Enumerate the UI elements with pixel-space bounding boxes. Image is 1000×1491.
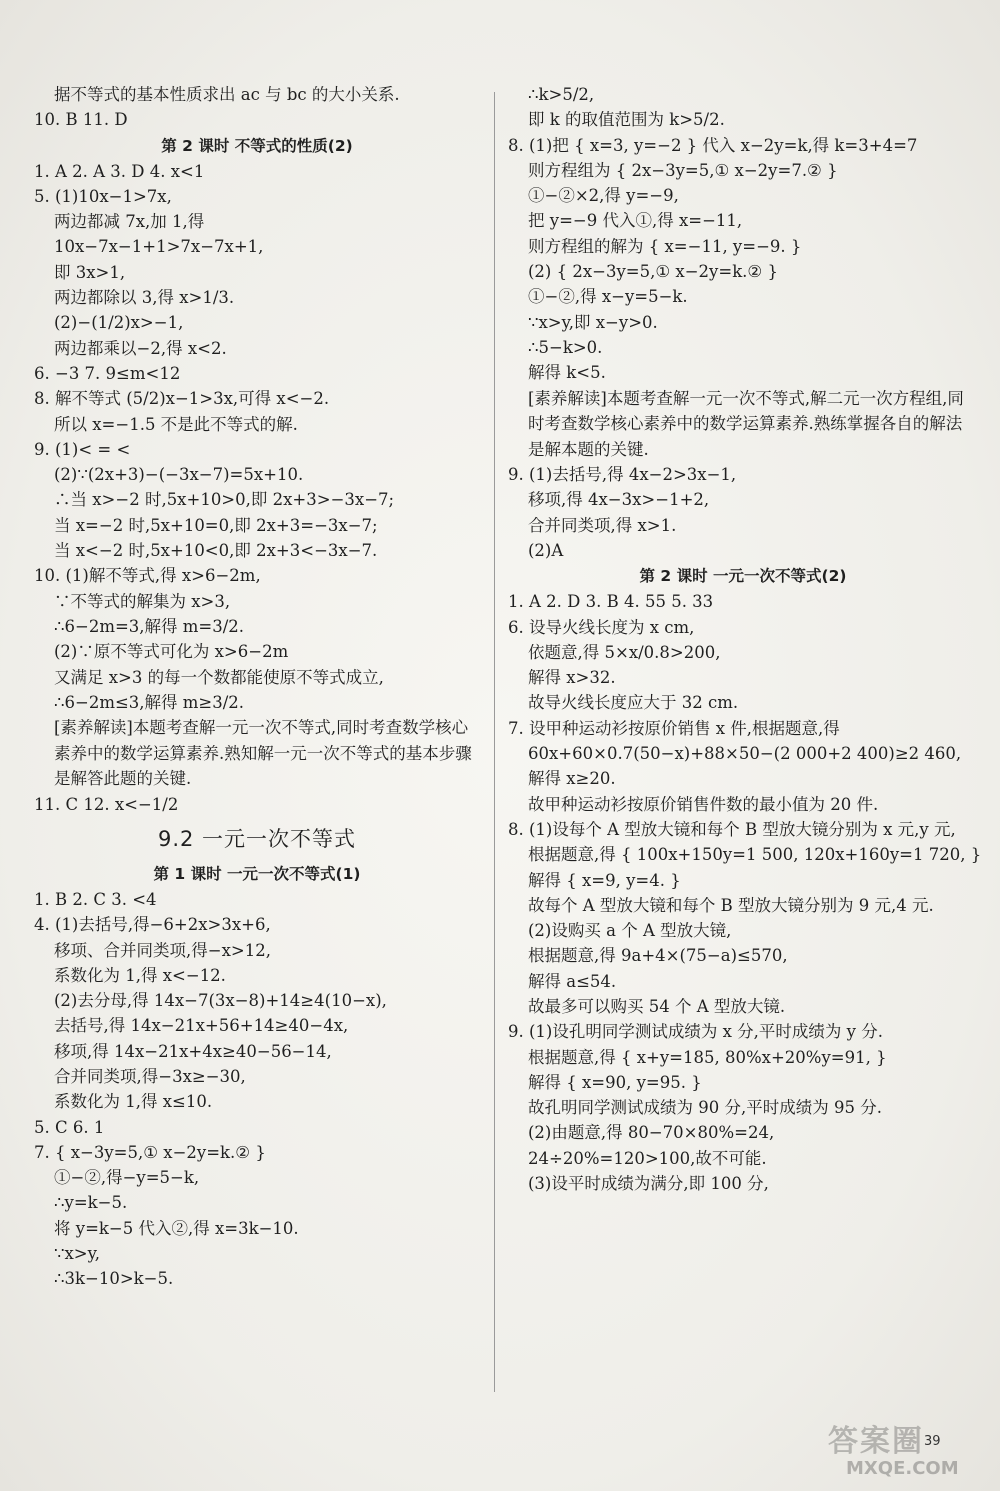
answer-line: 10. (1)解不等式,得 x>6−2m, xyxy=(34,566,261,586)
answer-line: 又满足 x>3 的每一个数都能使原不等式成立, xyxy=(54,667,384,687)
answer-line: 11. C 12. x<−1/2 xyxy=(34,794,179,814)
lesson-heading: 第 2 课时 一元一次不等式(2) xyxy=(639,567,847,586)
answer-line: 解得 a≤54. xyxy=(528,971,617,991)
answer-line: ①−②,得−y=5−k, xyxy=(54,1168,200,1188)
answer-line: 据不等式的基本性质求出 ac 与 bc 的大小关系. xyxy=(54,85,400,104)
answer-line: 系数化为 1,得 x≤10. xyxy=(54,1092,213,1112)
answer-line: 8. (1)把 { x=3, y=−2 } 代入 x−2y=k,得 k=3+4=7 xyxy=(508,135,918,155)
answer-line: 10. B 11. D xyxy=(34,110,128,130)
answer-line: 1. A 2. D 3. B 4. 55 5. 33 xyxy=(508,592,714,612)
answer-line: 9. (1)< = < xyxy=(34,439,131,459)
lesson-heading: 第 2 课时 不等式的性质(2) xyxy=(161,136,353,155)
answer-line: ∵x>y, xyxy=(54,1244,101,1264)
answer-line: 根据题意,得 { x+y=185, 80%x+20%y=91, } xyxy=(528,1047,887,1067)
answer-line: 故导火线长度应大于 32 cm. xyxy=(528,693,739,713)
answer-line: ∴当 x>−2 时,5x+10>0,即 2x+3>−3x−7; xyxy=(54,490,395,510)
answer-line: 解得 x≥20. xyxy=(528,769,616,789)
watermark-logo: 答案圈 xyxy=(828,1424,924,1459)
answer-line: ∴6−2m=3,解得 m=3/2. xyxy=(54,616,245,636)
answer-line: 把 y=−9 代入①,得 x=−11, xyxy=(528,211,743,231)
answer-line: ∴5−k>0. xyxy=(528,337,603,357)
answer-line: 故每个 A 型放大镜和每个 B 型放大镜分别为 9 元,4 元. xyxy=(528,895,934,915)
answer-line: 解得 { x=90, y=95. } xyxy=(528,1072,702,1092)
answer-line: 6. −3 7. 9≤m<12 xyxy=(34,363,181,383)
answer-line: 解得 { x=9, y=4. } xyxy=(528,870,681,890)
literacy-note: [素养解读]本题考查解一元一次不等式,解二元一次方程组,同时考查数学核心素养中的数学运算素养.熟练掌握各自的解法是解本题的关键. xyxy=(528,388,964,459)
answer-line: 解得 k<5. xyxy=(528,363,606,383)
answer-line: 1. B 2. C 3. <4 xyxy=(34,889,157,909)
answer-line: 5. (1)10x−1>7x, xyxy=(34,186,172,206)
watermark-url: MXQE.COM xyxy=(846,1458,959,1479)
answer-line: 4. (1)去括号,得−6+2x>3x+6, xyxy=(34,915,271,935)
answer-line: 24÷20%=120>100,故不可能. xyxy=(528,1148,767,1168)
answer-line: 当 x<−2 时,5x+10<0,即 2x+3<−3x−7. xyxy=(54,541,378,561)
answer-line: (2)设购买 a 个 A 型放大镜, xyxy=(528,921,732,941)
answer-line: ①−②,得 x−y=5−k. xyxy=(528,287,688,307)
answer-line: 去括号,得 14x−21x+56+14≥40−4x, xyxy=(54,1016,349,1036)
answer-line: 5. C 6. 1 xyxy=(34,1117,105,1137)
column-divider xyxy=(494,92,495,1392)
page-number: 39 xyxy=(924,1434,941,1449)
answer-line: ∴y=k−5. xyxy=(54,1193,128,1213)
answer-line: 7. { x−3y=5,① x−2y=k.② } xyxy=(34,1142,266,1162)
answer-line: ①−②×2,得 y=−9, xyxy=(528,186,679,206)
answer-line: 根据题意,得 9a+4×(75−a)≤570, xyxy=(528,946,788,966)
answer-line: (2)∵原不等式可化为 x>6−2m xyxy=(54,642,289,662)
answer-line: 1. A 2. A 3. D 4. x<1 xyxy=(34,161,205,181)
answer-line: 当 x=−2 时,5x+10=0,即 2x+3=−3x−7; xyxy=(54,515,378,535)
answer-line: (3)设平时成绩为满分,即 100 分, xyxy=(528,1174,769,1194)
answer-line: 7. 设甲种运动衫按原价销售 x 件,根据题意,得 xyxy=(508,718,840,738)
answer-line: 故最多可以购买 54 个 A 型放大镜. xyxy=(528,997,786,1016)
answer-line: 合并同类项,得−3x≥−30, xyxy=(54,1067,246,1086)
answer-line: ∴k>5/2, xyxy=(528,85,595,104)
answer-line: 则方程组为 { 2x−3y=5,① x−2y=7.② } xyxy=(528,160,838,180)
answer-line: 所以 x=−1.5 不是此不等式的解. xyxy=(54,414,298,434)
answer-line: 两边都减 7x,加 1,得 xyxy=(54,212,205,232)
answer-line: 60x+60×0.7(50−x)+88×50−(2 000+2 400)≥2 460, xyxy=(528,744,962,764)
answer-line: 合并同类项,得 x>1. xyxy=(528,515,677,535)
answer-line: 依题意,得 5×x/0.8>200, xyxy=(528,642,721,662)
answer-line: 故甲种运动衫按原价销售件数的最小值为 20 件. xyxy=(528,794,879,814)
answer-line: 移项、合并同类项,得−x>12, xyxy=(54,940,271,960)
answer-line: 两边都乘以−2,得 x<2. xyxy=(54,338,227,358)
answer-line: 故孔明同学测试成绩为 90 分,平时成绩为 95 分. xyxy=(528,1098,882,1118)
answer-line: ∴6−2m≤3,解得 m≥3/2. xyxy=(54,692,245,712)
answer-line: 9. (1)设孔明同学测试成绩为 x 分,平时成绩为 y 分. xyxy=(508,1022,883,1042)
answer-line: ∴3k−10>k−5. xyxy=(54,1269,174,1289)
right-column xyxy=(508,82,982,1196)
answer-line: 6. 设导火线长度为 x cm, xyxy=(508,617,695,637)
answer-line: 将 y=k−5 代入②,得 x=3k−10. xyxy=(54,1218,299,1238)
answer-line: 移项,得 14x−21x+4x≥40−56−14, xyxy=(54,1041,332,1061)
answer-line: 9. (1)去括号,得 4x−2>3x−1, xyxy=(508,465,737,485)
answer-line: (2)由题意,得 80−70×80%=24, xyxy=(528,1123,775,1143)
answer-line: 系数化为 1,得 x<−12. xyxy=(54,965,226,985)
answer-line: 则方程组的解为 { x=−11, y=−9. } xyxy=(528,236,802,256)
answer-line: 8. 解不等式 (5/2)x−1>3x,可得 x<−2. xyxy=(34,389,330,409)
answer-line: 8. (1)设每个 A 型放大镜和每个 B 型放大镜分别为 x 元,y 元, xyxy=(508,819,956,839)
lesson-heading: 第 1 课时 一元一次不等式(1) xyxy=(153,864,361,883)
section-title: 9.2 一元一次不等式 xyxy=(157,826,357,851)
answer-line: 根据题意,得 { 100x+150y=1 500, 120x+160y=1 720, } xyxy=(528,845,982,865)
answer-line: 即 3x>1, xyxy=(54,262,126,282)
answer-line: (2) { 2x−3y=5,① x−2y=k.② } xyxy=(528,262,778,282)
answer-line: 两边都除以 3,得 x>1/3. xyxy=(54,288,235,308)
literacy-note: [素养解读]本题考查解一元一次不等式,同时考查数学核心素养中的数学运算素养.熟知解一元一次不等式的基本步骤是解答此题的关键. xyxy=(54,718,472,789)
answer-line: 即 k 的取值范围为 k>5/2. xyxy=(528,110,725,130)
answer-line: ∵不等式的解集为 x>3, xyxy=(54,591,231,611)
left-column xyxy=(34,82,480,1292)
answer-line: (2)−(1/2)x>−1, xyxy=(54,313,184,333)
answer-line: (2)∵(2x+3)−(−3x−7)=5x+10. xyxy=(54,465,304,485)
answer-line: 解得 x>32. xyxy=(528,668,616,688)
answer-line: ∵x>y,即 x−y>0. xyxy=(528,312,658,332)
answer-line: (2)去分母,得 14x−7(3x−8)+14≥4(10−x), xyxy=(54,991,387,1011)
answer-line: 10x−7x−1+1>7x−7x+1, xyxy=(54,237,264,257)
answer-line: (2)A xyxy=(528,540,564,560)
answer-line: 移项,得 4x−3x>−1+2, xyxy=(528,490,710,510)
